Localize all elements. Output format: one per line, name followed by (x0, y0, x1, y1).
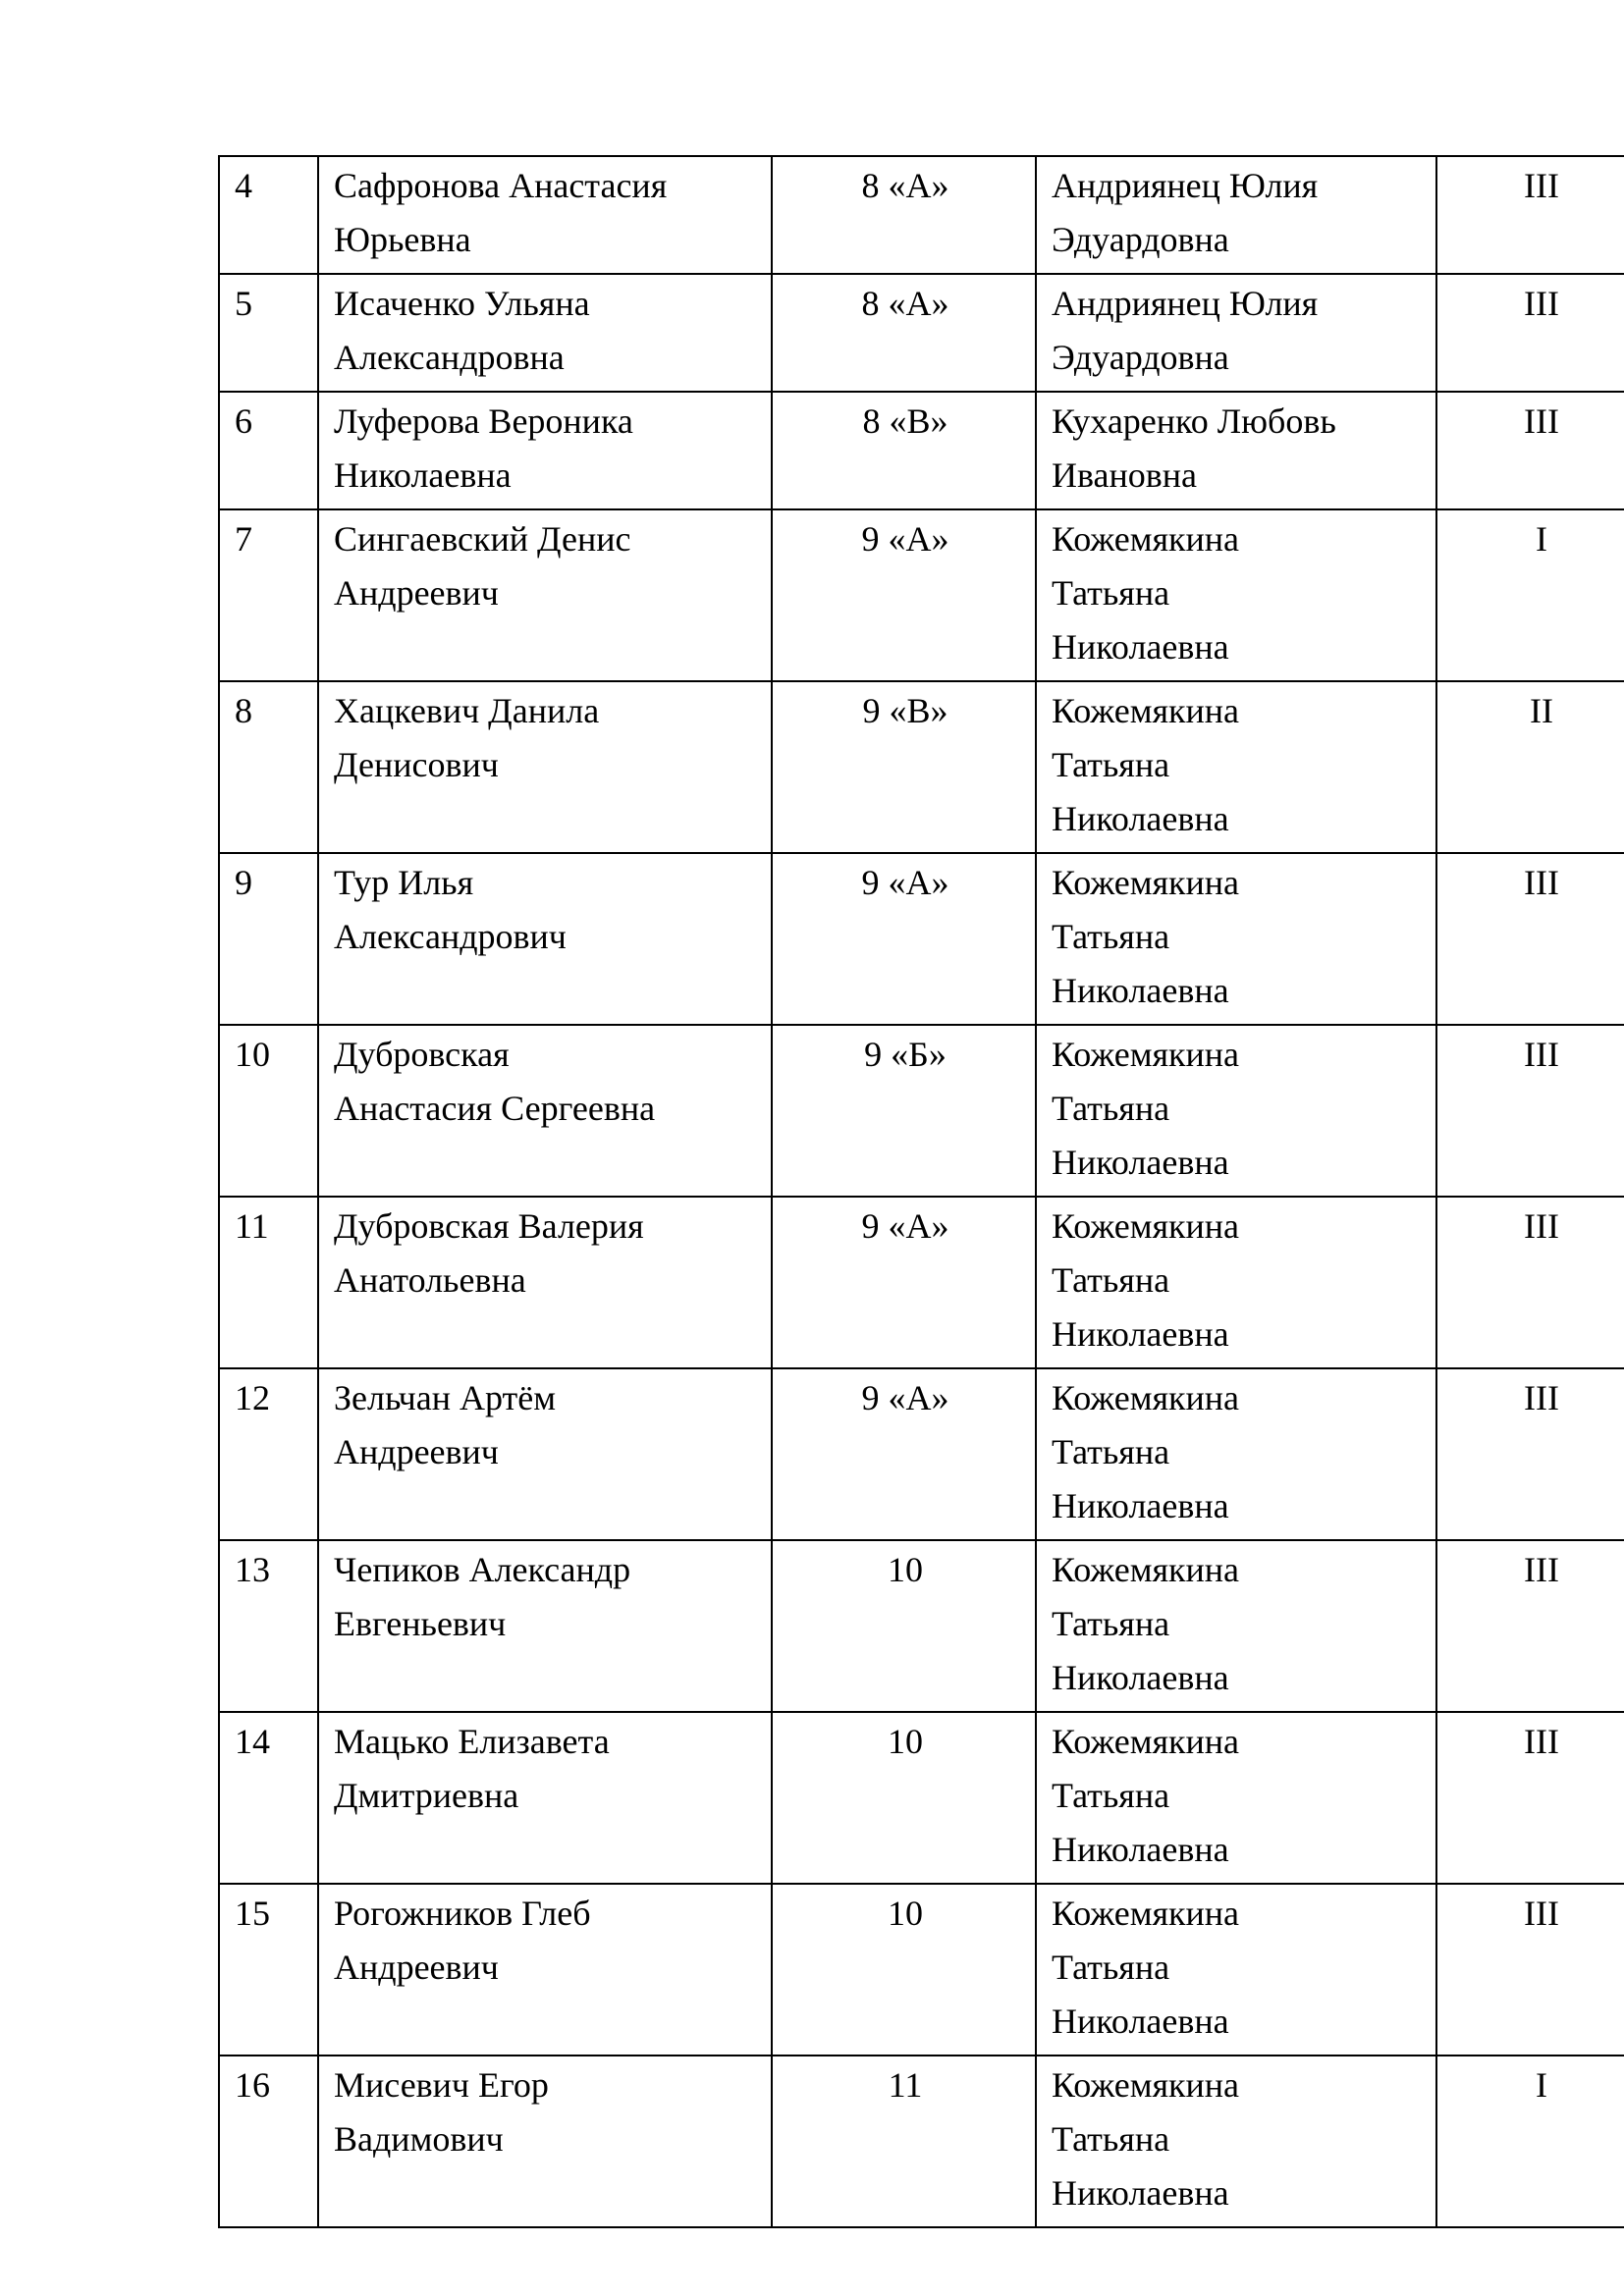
teacher-name-line: Николаевна (1052, 1143, 1229, 1182)
row-number-cell (219, 509, 318, 681)
class-cell (772, 681, 1036, 853)
row-number: 11 (235, 1206, 269, 1246)
class-label: 9 «В» (862, 691, 948, 730)
class-label: 9 «А» (861, 863, 949, 902)
class-label: 10 (888, 1894, 923, 1933)
class-label: 9 «А» (861, 1378, 949, 1417)
student-name-line: Дубровская (334, 1035, 510, 1074)
teacher-name-cell (1036, 1197, 1436, 1368)
place-label: III (1524, 1722, 1559, 1761)
class-cell (772, 1884, 1036, 2056)
teacher-name-line: Татьяна (1052, 1948, 1170, 1987)
teacher-name-line: Татьяна (1052, 1089, 1170, 1128)
table-row (219, 2056, 1624, 2227)
student-name-line: Зельчан Артём (334, 1378, 557, 1417)
teacher-name-line: Татьяна (1052, 2119, 1170, 2159)
class-label: 8 «А» (861, 284, 949, 323)
teacher-name-line: Андриянец Юлия (1052, 284, 1319, 323)
place-cell (1436, 1712, 1624, 1884)
row-number-cell (219, 1712, 318, 1884)
student-name-line: Юрьевна (334, 220, 471, 259)
class-cell (772, 274, 1036, 392)
class-label: 9 «Б» (864, 1035, 947, 1074)
table-row (219, 1025, 1624, 1197)
row-number-cell (219, 156, 318, 274)
row-number: 15 (235, 1894, 270, 1933)
class-cell (772, 1368, 1036, 1540)
results-table (218, 155, 1624, 2228)
student-name-cell (318, 274, 772, 392)
teacher-name-line: Татьяна (1052, 917, 1170, 956)
student-name-cell (318, 1368, 772, 1540)
student-name-line: Андреевич (334, 1432, 499, 1471)
row-number-cell (219, 274, 318, 392)
teacher-name-cell (1036, 1368, 1436, 1540)
student-name-line: Мисевич Егор (334, 2065, 549, 2105)
row-number: 4 (235, 166, 252, 205)
place-label: I (1536, 2065, 1547, 2105)
teacher-name-cell (1036, 853, 1436, 1025)
class-label: 10 (888, 1550, 923, 1589)
place-label: III (1524, 284, 1559, 323)
place-cell (1436, 1884, 1624, 2056)
table-row (219, 1712, 1624, 1884)
student-name-cell (318, 1712, 772, 1884)
teacher-name-line: Ивановна (1052, 455, 1198, 495)
place-label: III (1524, 1378, 1559, 1417)
student-name-line: Андреевич (334, 573, 499, 613)
teacher-name-line: Николаевна (1052, 1486, 1229, 1525)
place-cell (1436, 681, 1624, 853)
teacher-name-line: Андриянец Юлия (1052, 166, 1319, 205)
row-number-cell (219, 1197, 318, 1368)
place-cell (1436, 1025, 1624, 1197)
teacher-name-line: Кожемякина (1052, 1378, 1240, 1417)
teacher-name-cell (1036, 1540, 1436, 1712)
place-label: I (1536, 519, 1547, 559)
student-name-line: Рогожников Глеб (334, 1894, 591, 1933)
row-number: 9 (235, 863, 252, 902)
student-name-line: Луферова Вероника (334, 401, 633, 441)
place-cell (1436, 1197, 1624, 1368)
place-label: III (1524, 1206, 1559, 1246)
student-name-line: Исаченко Ульяна (334, 284, 590, 323)
place-label: III (1524, 1550, 1559, 1589)
student-name-line: Хацкевич Данила (334, 691, 600, 730)
student-name-line: Чепиков Александр (334, 1550, 631, 1589)
place-cell (1436, 853, 1624, 1025)
row-number: 13 (235, 1550, 270, 1589)
student-name-line: Мацько Елизавета (334, 1722, 610, 1761)
teacher-name-cell (1036, 274, 1436, 392)
table-row (219, 681, 1624, 853)
teacher-name-line: Татьяна (1052, 1260, 1170, 1300)
class-label: 10 (888, 1722, 923, 1761)
teacher-name-line: Кожемякина (1052, 691, 1240, 730)
teacher-name-cell (1036, 156, 1436, 274)
place-label: III (1524, 1035, 1559, 1074)
place-cell (1436, 392, 1624, 509)
teacher-name-line: Татьяна (1052, 1604, 1170, 1643)
student-name-cell (318, 1025, 772, 1197)
class-label: 11 (888, 2065, 923, 2105)
teacher-name-line: Николаевна (1052, 2173, 1229, 2213)
student-name-cell (318, 2056, 772, 2227)
teacher-name-cell (1036, 1712, 1436, 1884)
place-label: III (1524, 863, 1559, 902)
teacher-name-line: Татьяна (1052, 573, 1170, 613)
table-row (219, 1368, 1624, 1540)
teacher-name-line: Эдуардовна (1052, 338, 1229, 377)
student-name-cell (318, 681, 772, 853)
teacher-name-cell (1036, 681, 1436, 853)
student-name-line: Дубровская Валерия (334, 1206, 644, 1246)
class-cell (772, 156, 1036, 274)
student-name-line: Александровна (334, 338, 565, 377)
teacher-name-line: Кожемякина (1052, 1550, 1240, 1589)
row-number-cell (219, 1884, 318, 2056)
student-name-line: Денисович (334, 745, 499, 784)
student-name-cell (318, 1197, 772, 1368)
place-cell (1436, 274, 1624, 392)
row-number: 10 (235, 1035, 270, 1074)
row-number-cell (219, 681, 318, 853)
teacher-name-cell (1036, 2056, 1436, 2227)
student-name-line: Дмитриевна (334, 1776, 519, 1815)
place-label: III (1524, 401, 1559, 441)
row-number: 7 (235, 519, 252, 559)
class-cell (772, 1025, 1036, 1197)
place-label: III (1524, 166, 1559, 205)
class-cell (772, 1712, 1036, 1884)
row-number-cell (219, 2056, 318, 2227)
teacher-name-line: Николаевна (1052, 627, 1229, 667)
row-number: 14 (235, 1722, 270, 1761)
student-name-cell (318, 156, 772, 274)
row-number-cell (219, 1540, 318, 1712)
row-number: 8 (235, 691, 252, 730)
row-number: 16 (235, 2065, 270, 2105)
class-cell (772, 392, 1036, 509)
teacher-name-line: Кожемякина (1052, 2065, 1240, 2105)
place-label: III (1524, 1894, 1559, 1933)
teacher-name-line: Николаевна (1052, 1314, 1229, 1354)
teacher-name-line: Эдуардовна (1052, 220, 1229, 259)
student-name-cell (318, 1884, 772, 2056)
teacher-name-line: Николаевна (1052, 2002, 1229, 2041)
teacher-name-cell (1036, 392, 1436, 509)
place-label: II (1530, 691, 1553, 730)
teacher-name-cell (1036, 509, 1436, 681)
table-row (219, 509, 1624, 681)
row-number-cell (219, 392, 318, 509)
student-name-cell (318, 392, 772, 509)
class-cell (772, 509, 1036, 681)
results-table-body (219, 156, 1624, 2227)
table-row (219, 1197, 1624, 1368)
row-number-cell (219, 1025, 318, 1197)
table-row (219, 1540, 1624, 1712)
class-cell (772, 2056, 1036, 2227)
teacher-name-line: Кожемякина (1052, 1722, 1240, 1761)
student-name-line: Анатольевна (334, 1260, 526, 1300)
teacher-name-line: Татьяна (1052, 1776, 1170, 1815)
teacher-name-line: Николаевна (1052, 1658, 1229, 1697)
student-name-line: Анастасия Сергеевна (334, 1089, 656, 1128)
class-cell (772, 1197, 1036, 1368)
row-number: 12 (235, 1378, 270, 1417)
student-name-line: Сафронова Анастасия (334, 166, 668, 205)
teacher-name-cell (1036, 1884, 1436, 2056)
student-name-line: Сингаевский Денис (334, 519, 631, 559)
teacher-name-line: Кожемякина (1052, 1894, 1240, 1933)
teacher-name-line: Кожемякина (1052, 519, 1240, 559)
teacher-name-line: Кожемякина (1052, 1035, 1240, 1074)
teacher-name-line: Николаевна (1052, 971, 1229, 1010)
teacher-name-line: Татьяна (1052, 1432, 1170, 1471)
place-cell (1436, 509, 1624, 681)
place-cell (1436, 1368, 1624, 1540)
class-cell (772, 853, 1036, 1025)
table-row (219, 274, 1624, 392)
class-label: 8 «А» (861, 166, 949, 205)
teacher-name-line: Кожемякина (1052, 1206, 1240, 1246)
teacher-name-cell (1036, 1025, 1436, 1197)
teacher-name-line: Кухаренко Любовь (1052, 401, 1336, 441)
teacher-name-line: Николаевна (1052, 799, 1229, 838)
class-label: 9 «А» (861, 1206, 949, 1246)
student-name-line: Евгеньевич (334, 1604, 507, 1643)
teacher-name-line: Татьяна (1052, 745, 1170, 784)
row-number-cell (219, 853, 318, 1025)
student-name-cell (318, 1540, 772, 1712)
student-name-line: Вадимович (334, 2119, 504, 2159)
row-number: 5 (235, 284, 252, 323)
student-name-line: Тур Илья (334, 863, 474, 902)
teacher-name-line: Кожемякина (1052, 863, 1240, 902)
student-name-cell (318, 853, 772, 1025)
place-cell (1436, 2056, 1624, 2227)
student-name-cell (318, 509, 772, 681)
place-cell (1436, 156, 1624, 274)
table-row (219, 1884, 1624, 2056)
table-row (219, 156, 1624, 274)
place-cell (1436, 1540, 1624, 1712)
class-label: 9 «А» (861, 519, 949, 559)
student-name-line: Андреевич (334, 1948, 499, 1987)
table-row (219, 392, 1624, 509)
row-number: 6 (235, 401, 252, 441)
class-cell (772, 1540, 1036, 1712)
table-row (219, 853, 1624, 1025)
row-number-cell (219, 1368, 318, 1540)
teacher-name-line: Николаевна (1052, 1830, 1229, 1869)
student-name-line: Александрович (334, 917, 567, 956)
class-label: 8 «В» (862, 401, 948, 441)
student-name-line: Николаевна (334, 455, 512, 495)
